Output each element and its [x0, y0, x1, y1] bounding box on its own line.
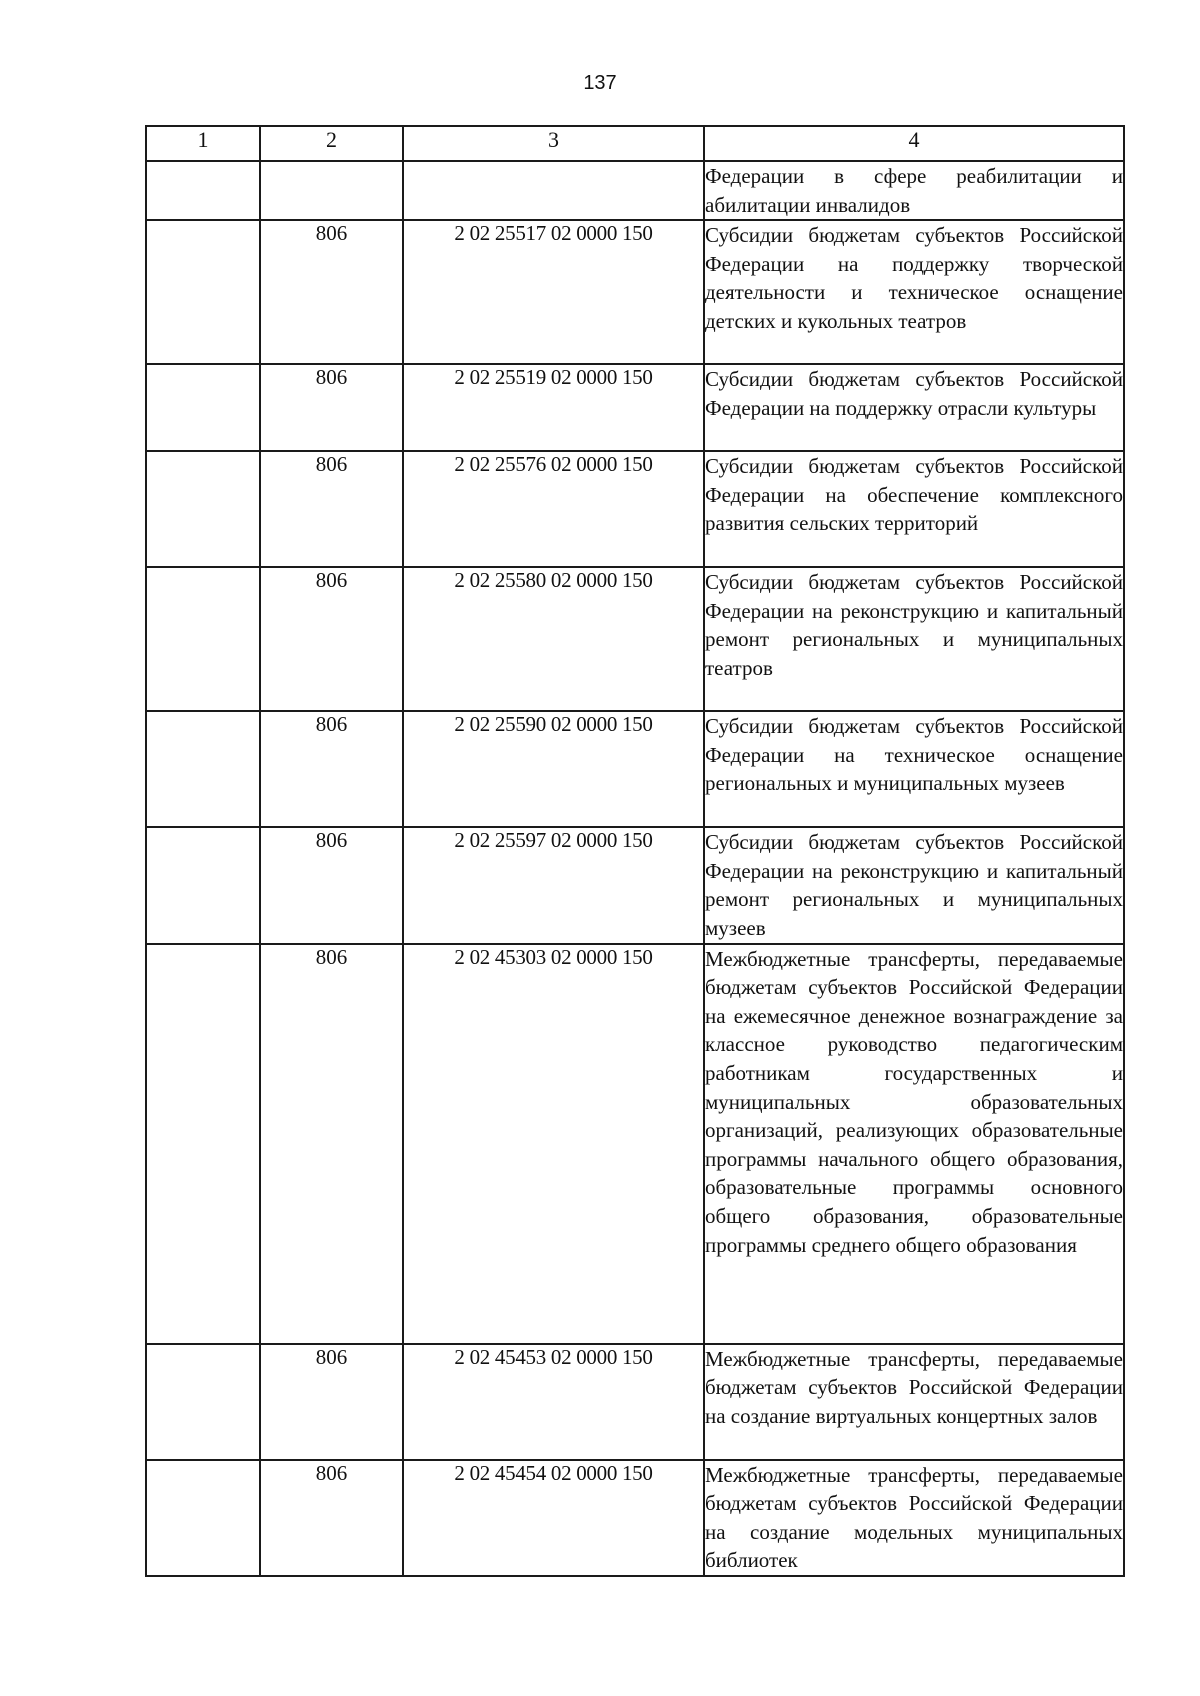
table-row — [146, 944, 1124, 1344]
revenue-description: Межбюджетные трансферты, передаваемые бюджетам субъектов Российской Федерации на ежемесячное денежное вознаграждение за классное руководство педагогическим работникам государственных и муниципальных образовательных организаций, реализующих образовательные программы начального общего образования, образовательные программы основного общего образования, образовательные программы среднего общего образования — [704, 944, 1124, 1344]
table-row — [146, 1460, 1124, 1576]
administrator-code: 806 — [260, 364, 403, 451]
revenue-code: 2 02 25576 02 0000 150 — [403, 451, 704, 567]
row-col1 — [146, 1460, 260, 1576]
row-col1 — [146, 364, 260, 451]
table-header-row — [146, 126, 1124, 161]
row-col1 — [146, 1344, 260, 1460]
administrator-code: 806 — [260, 451, 403, 567]
revenue-code: 2 02 45303 02 0000 150 — [403, 944, 704, 1344]
revenue-code: 2 02 45453 02 0000 150 — [403, 1344, 704, 1460]
table-row — [146, 161, 1124, 220]
administrator-code: 806 — [260, 567, 403, 711]
row-col1 — [146, 567, 260, 711]
row-col1 — [146, 220, 260, 364]
table-row — [146, 364, 1124, 451]
administrator-code: 806 — [260, 711, 403, 827]
revenue-code: 2 02 25517 02 0000 150 — [403, 220, 704, 364]
table-row — [146, 567, 1124, 711]
table-row — [146, 1344, 1124, 1460]
revenue-description: Субсидии бюджетам субъектов Российской Федерации на поддержку отрасли культуры — [704, 364, 1124, 451]
column-header-2: 2 — [260, 126, 403, 161]
administrator-code: 806 — [260, 827, 403, 943]
revenue-code: 2 02 45454 02 0000 150 — [403, 1460, 704, 1576]
administrator-code — [260, 161, 403, 220]
column-header-3: 3 — [403, 126, 704, 161]
revenue-description: Субсидии бюджетам субъектов Российской Федерации на техническое оснащение региональных и муниципальных музеев — [704, 711, 1124, 827]
revenue-code: 2 02 25597 02 0000 150 — [403, 827, 704, 943]
row-col1 — [146, 711, 260, 827]
column-header-4: 4 — [704, 126, 1124, 161]
table-row — [146, 451, 1124, 567]
row-col1 — [146, 827, 260, 943]
administrator-code: 806 — [260, 1460, 403, 1576]
revenue-description: Субсидии бюджетам субъектов Российской Федерации на обеспечение комплексного развития сельских территорий — [704, 451, 1124, 567]
table-row — [146, 827, 1124, 943]
revenue-code: 2 02 25590 02 0000 150 — [403, 711, 704, 827]
table-row — [146, 220, 1124, 364]
administrator-code: 806 — [260, 944, 403, 1344]
revenue-description: Субсидии бюджетам субъектов Российской Федерации на реконструкцию и капитальный ремонт региональных и муниципальных музеев — [704, 827, 1124, 943]
page-number: 137 — [583, 72, 617, 94]
revenue-code: 2 02 25519 02 0000 150 — [403, 364, 704, 451]
revenue-description: Межбюджетные трансферты, передаваемые бюджетам субъектов Российской Федерации на создание виртуальных концертных залов — [704, 1344, 1124, 1460]
column-header-1: 1 — [146, 126, 260, 161]
row-col1 — [146, 944, 260, 1344]
revenue-description: Межбюджетные трансферты, передаваемые бюджетам субъектов Российской Федерации на создание модельных муниципальных библиотек — [704, 1460, 1124, 1576]
budget-codes-table — [145, 125, 1125, 1577]
row-col1 — [146, 161, 260, 220]
revenue-description: Федерации в сфере реабилитации и абилитации инвалидов — [704, 161, 1124, 220]
revenue-description: Субсидии бюджетам субъектов Российской Федерации на поддержку творческой деятельности и техническое оснащение детских и кукольных театров — [704, 220, 1124, 364]
revenue-description: Субсидии бюджетам субъектов Российской Федерации на реконструкцию и капитальный ремонт региональных и муниципальных театров — [704, 567, 1124, 711]
revenue-code — [403, 161, 704, 220]
administrator-code: 806 — [260, 220, 403, 364]
row-col1 — [146, 451, 260, 567]
administrator-code: 806 — [260, 1344, 403, 1460]
revenue-code: 2 02 25580 02 0000 150 — [403, 567, 704, 711]
table-row — [146, 711, 1124, 827]
